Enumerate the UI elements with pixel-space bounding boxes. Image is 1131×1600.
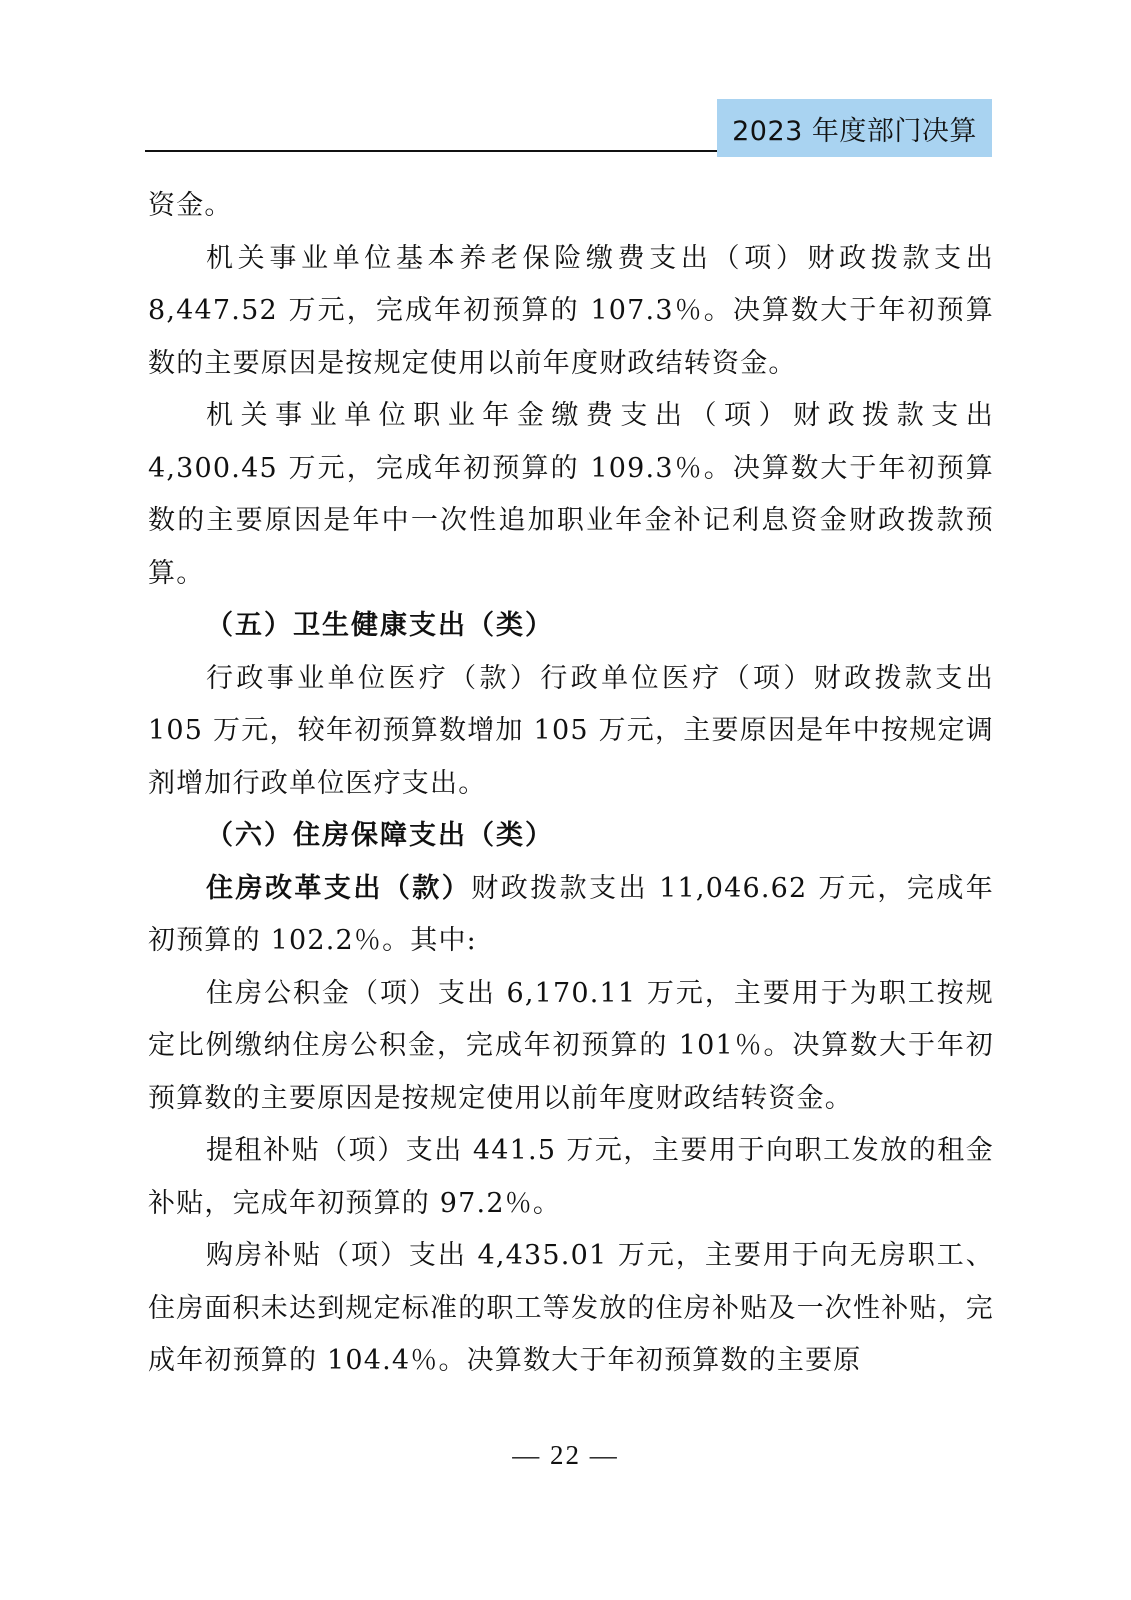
paragraph-lead-rest: 财政拨款支出 11,046.62 万元，完成年初预算的 102.2％。其中:: [148, 872, 994, 956]
paragraph-rent-subsidy: 提租补贴（项）支出 441.5 万元，主要用于向职工发放的租金补贴，完成年初预算的 97.2％。: [148, 1135, 994, 1219]
section-heading-housing: （六）住房保障支出（类）: [206, 820, 554, 851]
paragraph-housing-reform: [148, 863, 994, 968]
document-body: [148, 180, 994, 1388]
paragraph-medical: 行政事业单位医疗（款）行政单位医疗（项）财政拨款支出 105 万元，较年初预算数增加 105 万元，主要原因是年中按规定调剂增加行政单位医疗支出。: [148, 662, 994, 799]
paragraph-purchase-subsidy: 购房补贴（项）支出 4,435.01 万元，主要用于向无房职工、住房面积未达到规定标准的职工等发放的住房补贴及一次性补贴，完成年初预算的 104.4％。决算数大于年初预算数的主要原: [148, 1240, 994, 1376]
paragraph-lead-bold: 住房改革支出（款）: [206, 872, 472, 904]
header-badge: 2023 年度部门决算: [717, 99, 992, 157]
paragraph-pension-insurance: 机关事业单位基本养老保险缴费支出（项）财政拨款支出 8,447.52 万元，完成年初预算的 107.3％。决算数大于年初预算数的主要原因是按规定使用以前年度财政结转资金。: [148, 242, 994, 379]
paragraph-continuation: 资金。: [148, 190, 233, 221]
paragraph-occupational-annuity: 机关事业单位职业年金缴费支出（项）财政拨款支出 4,300.45 万元，完成年初预算的 109.3％。决算数大于年初预算数的主要原因是年中一次性追加职业年金补记利息资金财政拨款预算。: [148, 400, 994, 589]
header-rule: [145, 150, 717, 152]
paragraph-housing-fund: 住房公积金（项）支出 6,170.11 万元，主要用于为职工按规定比例缴纳住房公积金，完成年初预算的 101％。决算数大于年初预算数的主要原因是按规定使用以前年度财政结转资金。: [148, 977, 994, 1114]
page-number: — 22 —: [512, 1440, 619, 1470]
section-heading-health: （五）卫生健康支出（类）: [206, 610, 554, 641]
